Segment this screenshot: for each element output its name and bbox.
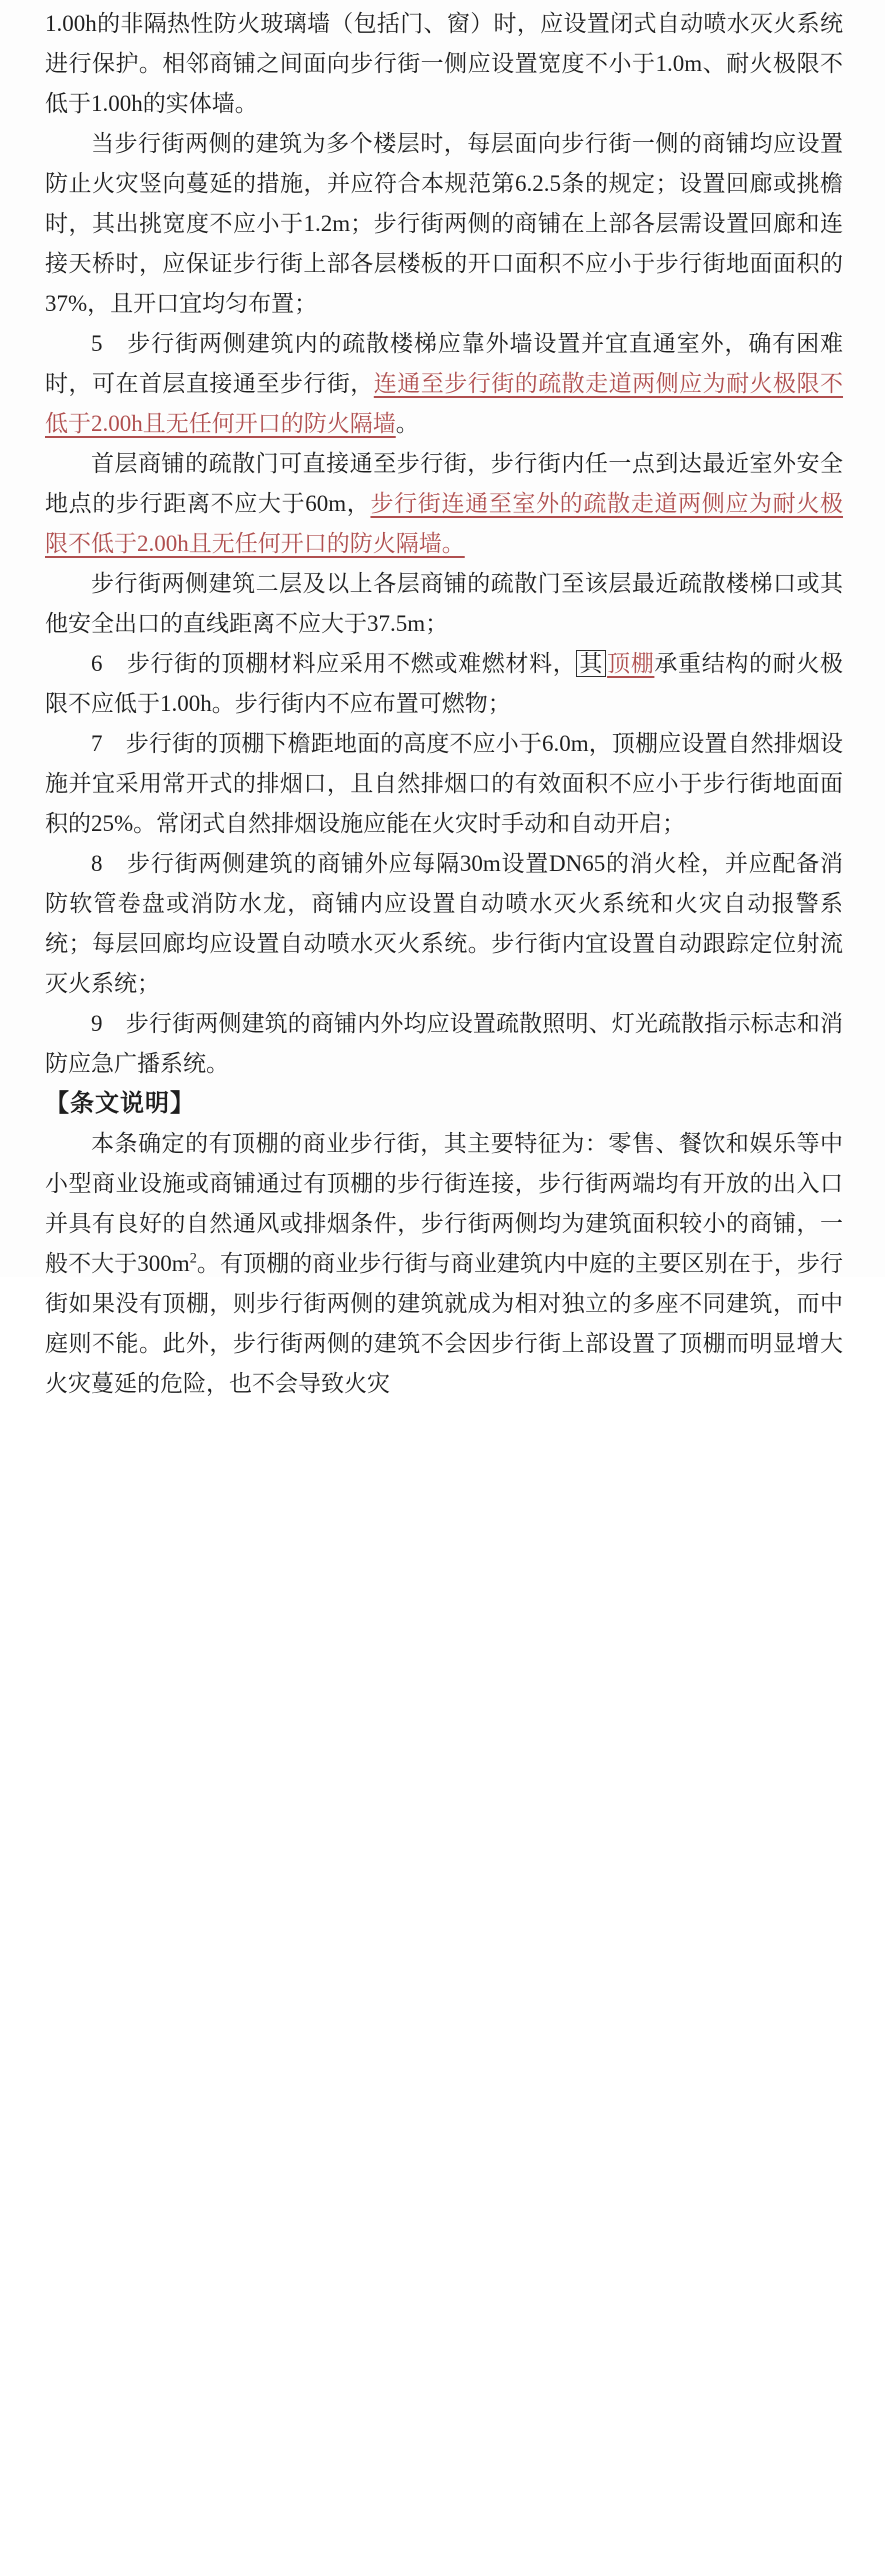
text-run: 5 步行街两侧建筑内的疏散楼梯应靠外墙设置并宜直通室外，确有困难时，可在首层直接通至步行街， (45, 331, 843, 396)
section-heading (45, 1084, 843, 1124)
red-underline-run: 步行街连通至室外的疏散走道两侧应为耐火极限不低于2.00h且无任何开口的防火隔墙。 (45, 491, 844, 556)
red-underline-run: 顶棚 (607, 651, 655, 676)
text-run: 【条文说明】 (45, 1090, 195, 1117)
paragraph-8 (45, 844, 843, 1004)
paragraph-4 (45, 444, 843, 564)
text-run: 步行街两侧建筑二层及以上各层商铺的疏散门至该层最近疏散楼梯口或其他安全出口的直线距离不应大于37.5m； (45, 571, 843, 636)
text-run: 本条确定的有顶棚的商业步行街，其主要特征为：零售、餐饮和娱乐等中小型商业设施或商铺通过有顶棚的步行街连接，步行街两端均有开放的出入口并具有良好的自然通风或排烟条件，步行街两侧均为建筑面积较小的商铺，一般不大于300m (45, 1131, 843, 1276)
paragraph-6 (45, 644, 843, 724)
boxed-char: 其 (576, 650, 606, 677)
text-run: 。 (395, 411, 419, 436)
superscript: 2 (189, 1250, 197, 1267)
paragraph-3 (45, 324, 843, 444)
document-body (45, 4, 843, 1404)
paragraph-2 (45, 124, 843, 324)
paragraph-5 (45, 564, 843, 644)
paragraph-9 (45, 1004, 843, 1084)
text-run: 1.00h的非隔热性防火玻璃墙（包括门、窗）时，应设置闭式自动喷水灭火系统进行保护。相邻商铺之间面向步行街一侧应设置宽度不小于1.0m、耐火极限不低于1.00h的实体墙。 (45, 11, 843, 116)
text-run: 9 步行街两侧建筑的商铺内外均应设置疏散照明、灯光疏散指示标志和消防应急广播系统。 (45, 1011, 843, 1076)
text-run: 首层商铺的疏散门可直接通至步行街，步行街内任一点到达最近室外安全地点的步行距离不应大于60m， (45, 451, 843, 516)
text-run: 7 步行街的顶棚下檐距地面的高度不应小于6.0m，顶棚应设置自然排烟设施并宜采用常开式的排烟口，且自然排烟口的有效面积不应小于步行街地面面积的25%。常闭式自然排烟设施应能在火灾时手动和自动开启； (45, 731, 843, 836)
paragraph-11 (45, 1124, 843, 1404)
text-run: 6 步行街的顶棚材料应采用不燃或难燃材料， (91, 651, 577, 676)
paragraph-7 (45, 724, 843, 844)
paragraph-1 (45, 4, 843, 124)
text-run: 。有顶棚的商业步行街与商业建筑内中庭的主要区别在于，步行街如果没有顶棚，则步行街两侧的建筑就成为相对独立的多座不同建筑，而中庭则不能。此外，步行街两侧的建筑不会因步行街上部设置了顶棚而明显增大火灾蔓延的危险，也不会导致火灾 (45, 1251, 844, 1396)
text-run: 当步行街两侧的建筑为多个楼层时，每层面向步行街一侧的商铺均应设置防止火灾竖向蔓延的措施，并应符合本规范第6.2.5条的规定；设置回廊或挑檐时，其出挑宽度不应小于1.2m；步行街两侧的商铺在上部各层需设置回廊和连接天桥时，应保证步行街上部各层楼板的开口面积不应小于步行街地面面积的37%，且开口宜均匀布置； (45, 131, 843, 316)
text-run: 8 步行街两侧建筑的商铺外应每隔30m设置DN65的消火栓，并应配备消防软管卷盘或消防水龙，商铺内应设置自动喷水灭火系统和火灾自动报警系统；每层回廊均应设置自动喷水灭火系统。步行街内宜设置自动跟踪定位射流灭火系统； (45, 851, 843, 996)
text-run: 承重结构的耐火极限不应低于1.00h。步行街内不应布置可燃物； (45, 651, 844, 716)
red-underline-run: 连通至步行街的疏散走道两侧应为耐火极限不低于2.00h且无任何开口的防火隔墙 (45, 371, 844, 436)
